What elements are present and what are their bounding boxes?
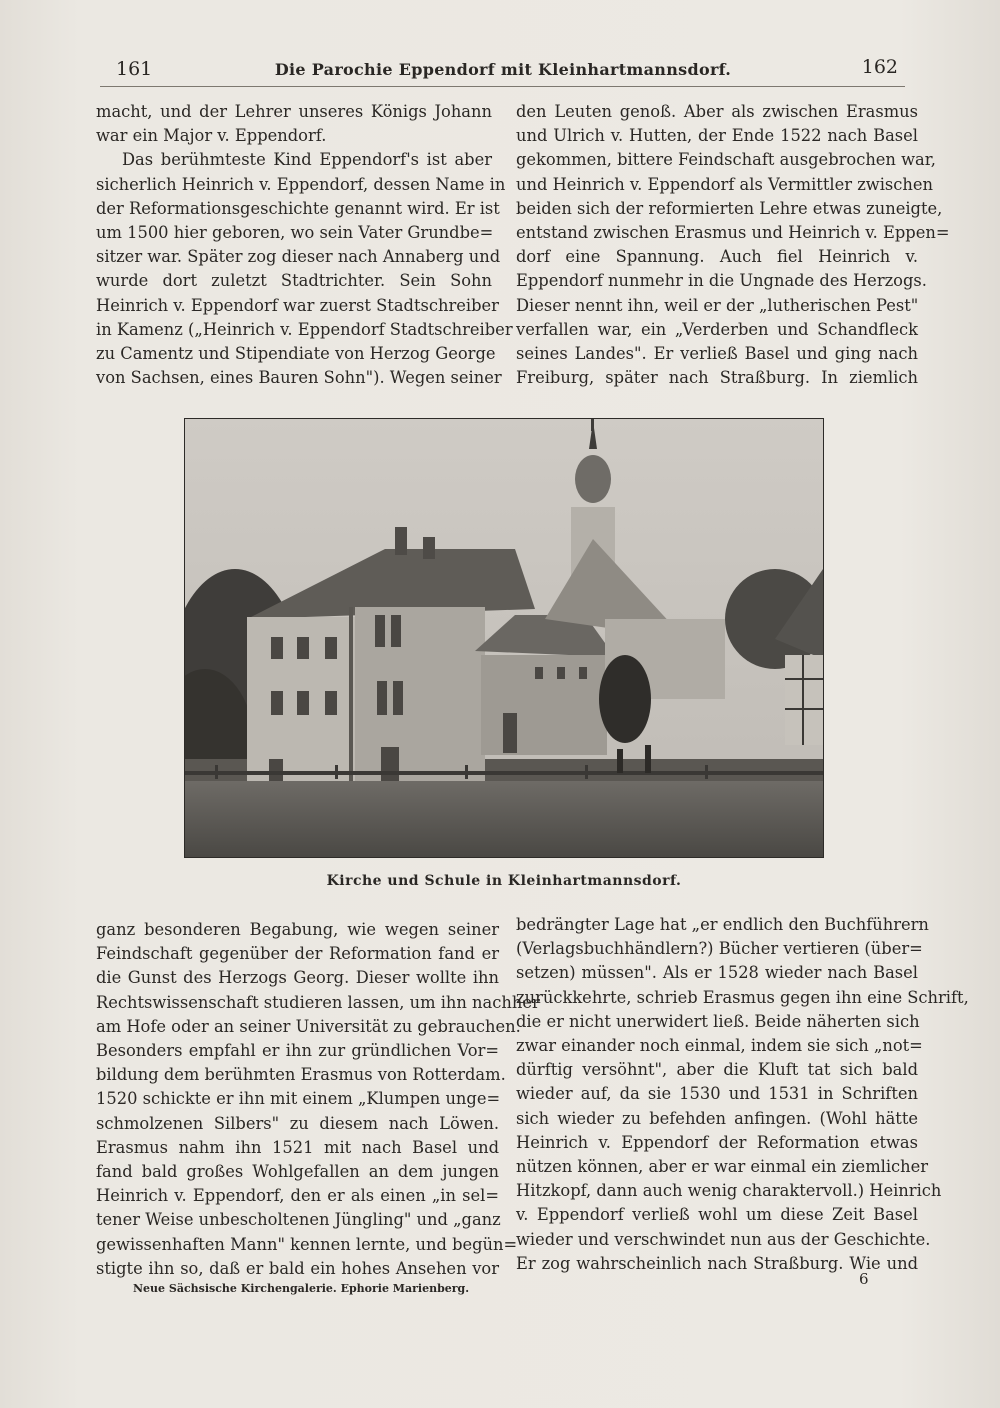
text-line: um 1500 hier geboren, wo sein Vater Grundbe= bbox=[96, 223, 494, 243]
text-line: war ein Major v. Eppendorf. bbox=[96, 126, 327, 146]
text-line: gekommen, bittere Feindschaft ausgebrochen war, bbox=[516, 150, 936, 170]
text-line: den Leuten genoß. Aber als zwischen Erasmus bbox=[516, 102, 918, 121]
text-line: Rechtswissenschaft studieren lassen, um ihn nachher bbox=[96, 992, 540, 1012]
text-line: seines Landes". Er verließ Basel und ging nach bbox=[516, 344, 918, 364]
page-number-left: 161 bbox=[116, 58, 153, 80]
text-line: wurde dort zuletzt Stadtrichter. Sein Sohn bbox=[96, 271, 492, 291]
column-top-right bbox=[516, 100, 950, 390]
text-line: sich wieder zu befehden anfingen. (Wohl hätte bbox=[516, 1108, 918, 1128]
text-line: die er nicht unerwidert ließ. Beide näherten sich bbox=[516, 1011, 920, 1031]
column-bottom-left bbox=[96, 918, 540, 1281]
text-line: macht, und der Lehrer unseres Königs Johann bbox=[96, 102, 492, 121]
text-line: die Gunst des Herzogs Georg. Dieser wollte ihn bbox=[96, 968, 499, 988]
text-line: beiden sich der reformierten Lehre etwas zuneigte, bbox=[516, 198, 943, 218]
text-line: am Hofe oder an seiner Universität zu gebrauchen. bbox=[96, 1016, 521, 1036]
text-line: Er zog wahrscheinlich nach Straßburg. Wie und bbox=[516, 1253, 918, 1273]
text-line: Dieser nennt ihn, weil er der „lutherischen Pest" bbox=[516, 295, 919, 315]
text-line: Feindschaft gegenüber der Reformation fand er bbox=[96, 944, 499, 964]
text-line: schmolzenen Silbers" zu diesem nach Löwen. bbox=[96, 1113, 499, 1133]
text-line: Freiburg, später nach Straßburg. In ziemlich bbox=[516, 368, 918, 388]
page-number-right: 162 bbox=[861, 56, 898, 78]
text-line: sicherlich Heinrich v. Eppendorf, dessen Name in bbox=[96, 174, 506, 194]
header-rule bbox=[100, 86, 905, 87]
text-line: Eppendorf nunmehr in die Ungnade des Herzogs. bbox=[516, 271, 927, 291]
text-line: verfallen war, ein „Verderben und Schandfleck bbox=[516, 319, 918, 339]
text-line: (Verlagsbuchhändlern?) Bücher vertieren (über= bbox=[516, 939, 923, 959]
text-line: wieder auf, da sie 1530 und 1531 in Schriften bbox=[516, 1084, 918, 1104]
text-line: dürftig versöhnt", aber die Kluft tat sich bald bbox=[516, 1060, 918, 1080]
text-line: der Reformationsgeschichte genannt wird. Er ist bbox=[96, 198, 500, 218]
text-line: von Sachsen, eines Bauren Sohn"). Wegen seiner bbox=[96, 368, 502, 388]
running-header bbox=[108, 58, 898, 88]
text-line: setzen) müssen". Als er 1528 wieder nach Basel bbox=[516, 963, 918, 983]
text-line: Das berühmteste Kind Eppendorf's ist aber bbox=[122, 150, 492, 170]
text-line: entstand zwischen Erasmus und Heinrich v. Eppen= bbox=[516, 223, 950, 243]
text-line: zu Camentz und Stipendiate von Herzog George bbox=[96, 344, 496, 364]
text-line: zwar einander noch einmal, indem sie sich „not= bbox=[516, 1036, 923, 1056]
text-line: ganz besonderen Begabung, wie wegen seiner bbox=[96, 920, 499, 939]
photo-caption: Kirche und Schule in Kleinhartmannsdorf. bbox=[326, 873, 682, 889]
text-line: Erasmus nahm ihn 1521 mit nach Basel und bbox=[96, 1137, 499, 1157]
text-line: Besonders empfahl er ihn zur gründlichen Vor= bbox=[96, 1041, 499, 1061]
column-bottom-right bbox=[516, 913, 969, 1276]
text-line: Heinrich v. Eppendorf der Reformation etwas bbox=[516, 1132, 918, 1152]
text-line: dorf eine Spannung. Auch fiel Heinrich v. bbox=[516, 247, 918, 267]
text-line: 1520 schickte er ihn mit einem „Klumpen unge= bbox=[96, 1089, 501, 1109]
running-title: Die Parochie Eppendorf mit Kleinhartmannsdorf. bbox=[274, 60, 732, 79]
text-line: bildung dem berühmten Erasmus von Rotterdam. bbox=[96, 1065, 506, 1085]
text-line: nützen können, aber er war einmal ein ziemlicher bbox=[516, 1157, 929, 1177]
text-line: zurückkehrte, schrieb Erasmus gegen ihn eine Schrift, bbox=[516, 987, 969, 1007]
footer-source: Neue Sächsische Kirchengalerie. Ephorie Marienberg. bbox=[133, 1282, 470, 1295]
text-line: tener Weise unbescholtenen Jüngling" und „ganz bbox=[96, 1210, 501, 1230]
text-line: gewissenhaften Mann" kennen lernte, und begün= bbox=[96, 1234, 518, 1254]
text-line: bedrängter Lage hat „er endlich den Buchführern bbox=[516, 915, 929, 934]
text-line: sitzer war. Später zog dieser nach Annaberg und bbox=[96, 247, 501, 267]
column-top-left bbox=[96, 100, 513, 390]
text-line: und Ulrich v. Hutten, der Ende 1522 nach Basel bbox=[516, 126, 918, 146]
text-line: und Heinrich v. Eppendorf als Vermittler zwischen bbox=[516, 174, 933, 194]
text-line: v. Eppendorf verließ wohl um diese Zeit Basel bbox=[516, 1205, 918, 1225]
text-line: stigte ihn so, daß er bald ein hohes Ansehen vor bbox=[96, 1258, 499, 1278]
text-line: Heinrich v. Eppendorf war zuerst Stadtschreiber bbox=[96, 295, 499, 315]
text-line: fand bald großes Wohlgefallen an dem jungen bbox=[96, 1162, 499, 1182]
sheet-signature: 6 bbox=[859, 1270, 869, 1288]
church-school-photo bbox=[184, 418, 824, 858]
text-line: Hitzkopf, dann auch wenig charaktervoll.) Heinrich bbox=[516, 1181, 942, 1201]
text-line: wieder und verschwindet nun aus der Geschichte. bbox=[516, 1229, 931, 1249]
text-line: in Kamenz („Heinrich v. Eppendorf Stadtschreiber bbox=[96, 319, 513, 339]
text-line: Heinrich v. Eppendorf, den er als einen „in sel= bbox=[96, 1186, 499, 1206]
